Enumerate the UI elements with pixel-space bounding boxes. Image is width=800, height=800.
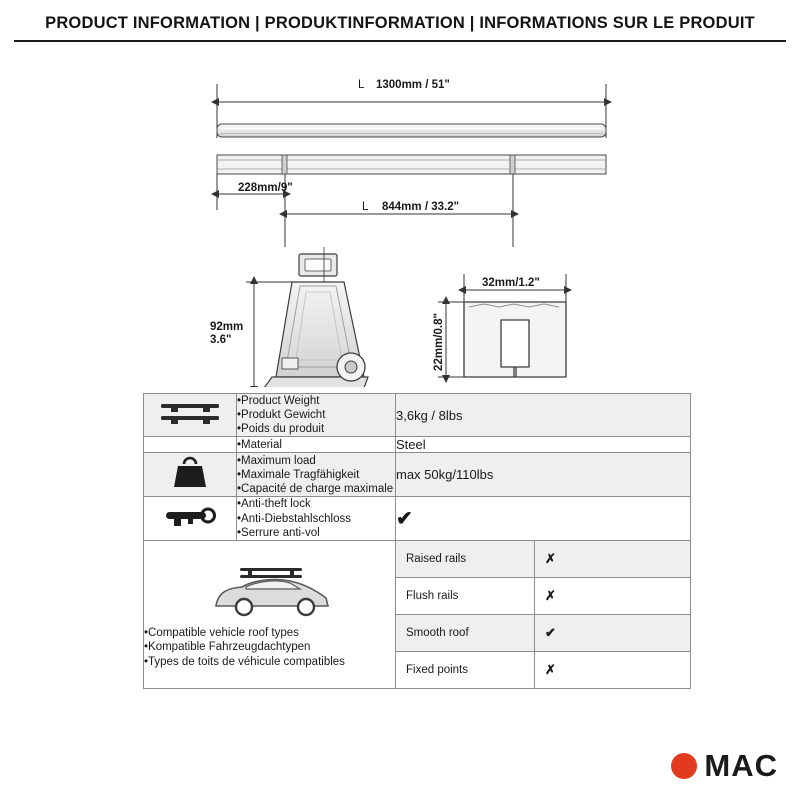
roof-type-label: Smooth roof [396, 614, 535, 651]
omac-o-mark-icon [671, 753, 697, 779]
roof-type-mark: ✗ [535, 651, 691, 688]
label-line: •Capacité de charge maximale [237, 482, 394, 495]
material-value: Steel [396, 437, 691, 453]
label-line: •Poids du produit [237, 423, 325, 436]
compatibility-labels-cell [144, 540, 396, 688]
label-line: •Product Weight [237, 395, 320, 407]
roof-type-row [396, 651, 690, 688]
dim-height-value-line1: 92mm [210, 321, 244, 333]
table-row-compatibility [144, 540, 691, 688]
dim-profile-height-value: 22mm/0.8" [433, 313, 445, 371]
label-line: •Serrure anti-vol [237, 526, 320, 539]
page-title: PRODUCT INFORMATION | PRODUKTINFORMATION | INFORMATIONS SUR LE PRODUIT [45, 14, 755, 32]
label-line: •Produkt Gewicht [237, 409, 326, 422]
table-row [144, 497, 691, 540]
material-labels [237, 437, 396, 453]
roof-rack-icon [144, 394, 237, 437]
brand-name: MAC [704, 748, 778, 783]
label-line: •Compatible vehicle roof types [144, 626, 299, 639]
dim-height-value-line2: 3.6" [210, 334, 232, 346]
dim-spread-value: 844mm / 33.2" [382, 201, 460, 213]
brand-logo [671, 748, 778, 784]
material-icon-placeholder [144, 437, 237, 453]
product-weight-labels [237, 394, 396, 437]
roof-type-mark: ✔ [535, 614, 691, 651]
roof-types-cell [396, 540, 691, 688]
bar-top-view [217, 155, 606, 174]
header [14, 0, 786, 42]
product-weight-value: 3,6kg / 8lbs [396, 394, 691, 437]
drawing-canvas [14, 42, 786, 387]
car-with-rack-icon [144, 560, 395, 626]
dim-length-symbol: L [358, 79, 365, 91]
weight-icon [144, 453, 237, 497]
roof-type-row [396, 541, 690, 578]
max-load-labels [237, 453, 396, 497]
roof-types-table [396, 541, 690, 688]
table-row [144, 453, 691, 497]
label-line: •Anti-Diebstahlschloss [237, 512, 351, 525]
dim-offset-value: 228mm/9" [238, 182, 293, 194]
dim-spread-symbol: L [362, 201, 369, 213]
label-line: •Kompatible Fahrzeugdachtypen [144, 641, 311, 654]
label-line: •Types de toits de véhicule compatibles [144, 655, 345, 668]
roof-type-mark: ✗ [535, 541, 691, 578]
roof-type-row [396, 614, 690, 651]
lock-key-icon [144, 497, 237, 540]
label-line: •Material [237, 438, 282, 451]
table-row [144, 394, 691, 437]
label-line: •Anti-theft lock [237, 498, 311, 511]
roof-type-row [396, 577, 690, 614]
roof-type-label: Flush rails [396, 577, 535, 614]
label-line: •Maximale Tragfähigkeit [237, 468, 360, 481]
roof-type-mark: ✗ [535, 577, 691, 614]
foot-side-view [264, 247, 368, 387]
anti-theft-labels [237, 497, 396, 540]
max-load-value: max 50kg/110lbs [396, 453, 691, 497]
table-row [144, 437, 691, 453]
dim-length-value: 1300mm / 51" [376, 79, 450, 91]
roof-type-label: Raised rails [396, 541, 535, 578]
bar-front-view [217, 124, 606, 137]
anti-theft-value: ✔ [396, 497, 691, 540]
label-line: •Maximum load [237, 454, 316, 467]
dim-profile-width-value: 32mm/1.2" [482, 277, 540, 289]
spec-table [143, 393, 691, 689]
profile-cross-section [464, 302, 566, 377]
roof-type-label: Fixed points [406, 663, 469, 676]
technical-drawing [14, 42, 786, 387]
